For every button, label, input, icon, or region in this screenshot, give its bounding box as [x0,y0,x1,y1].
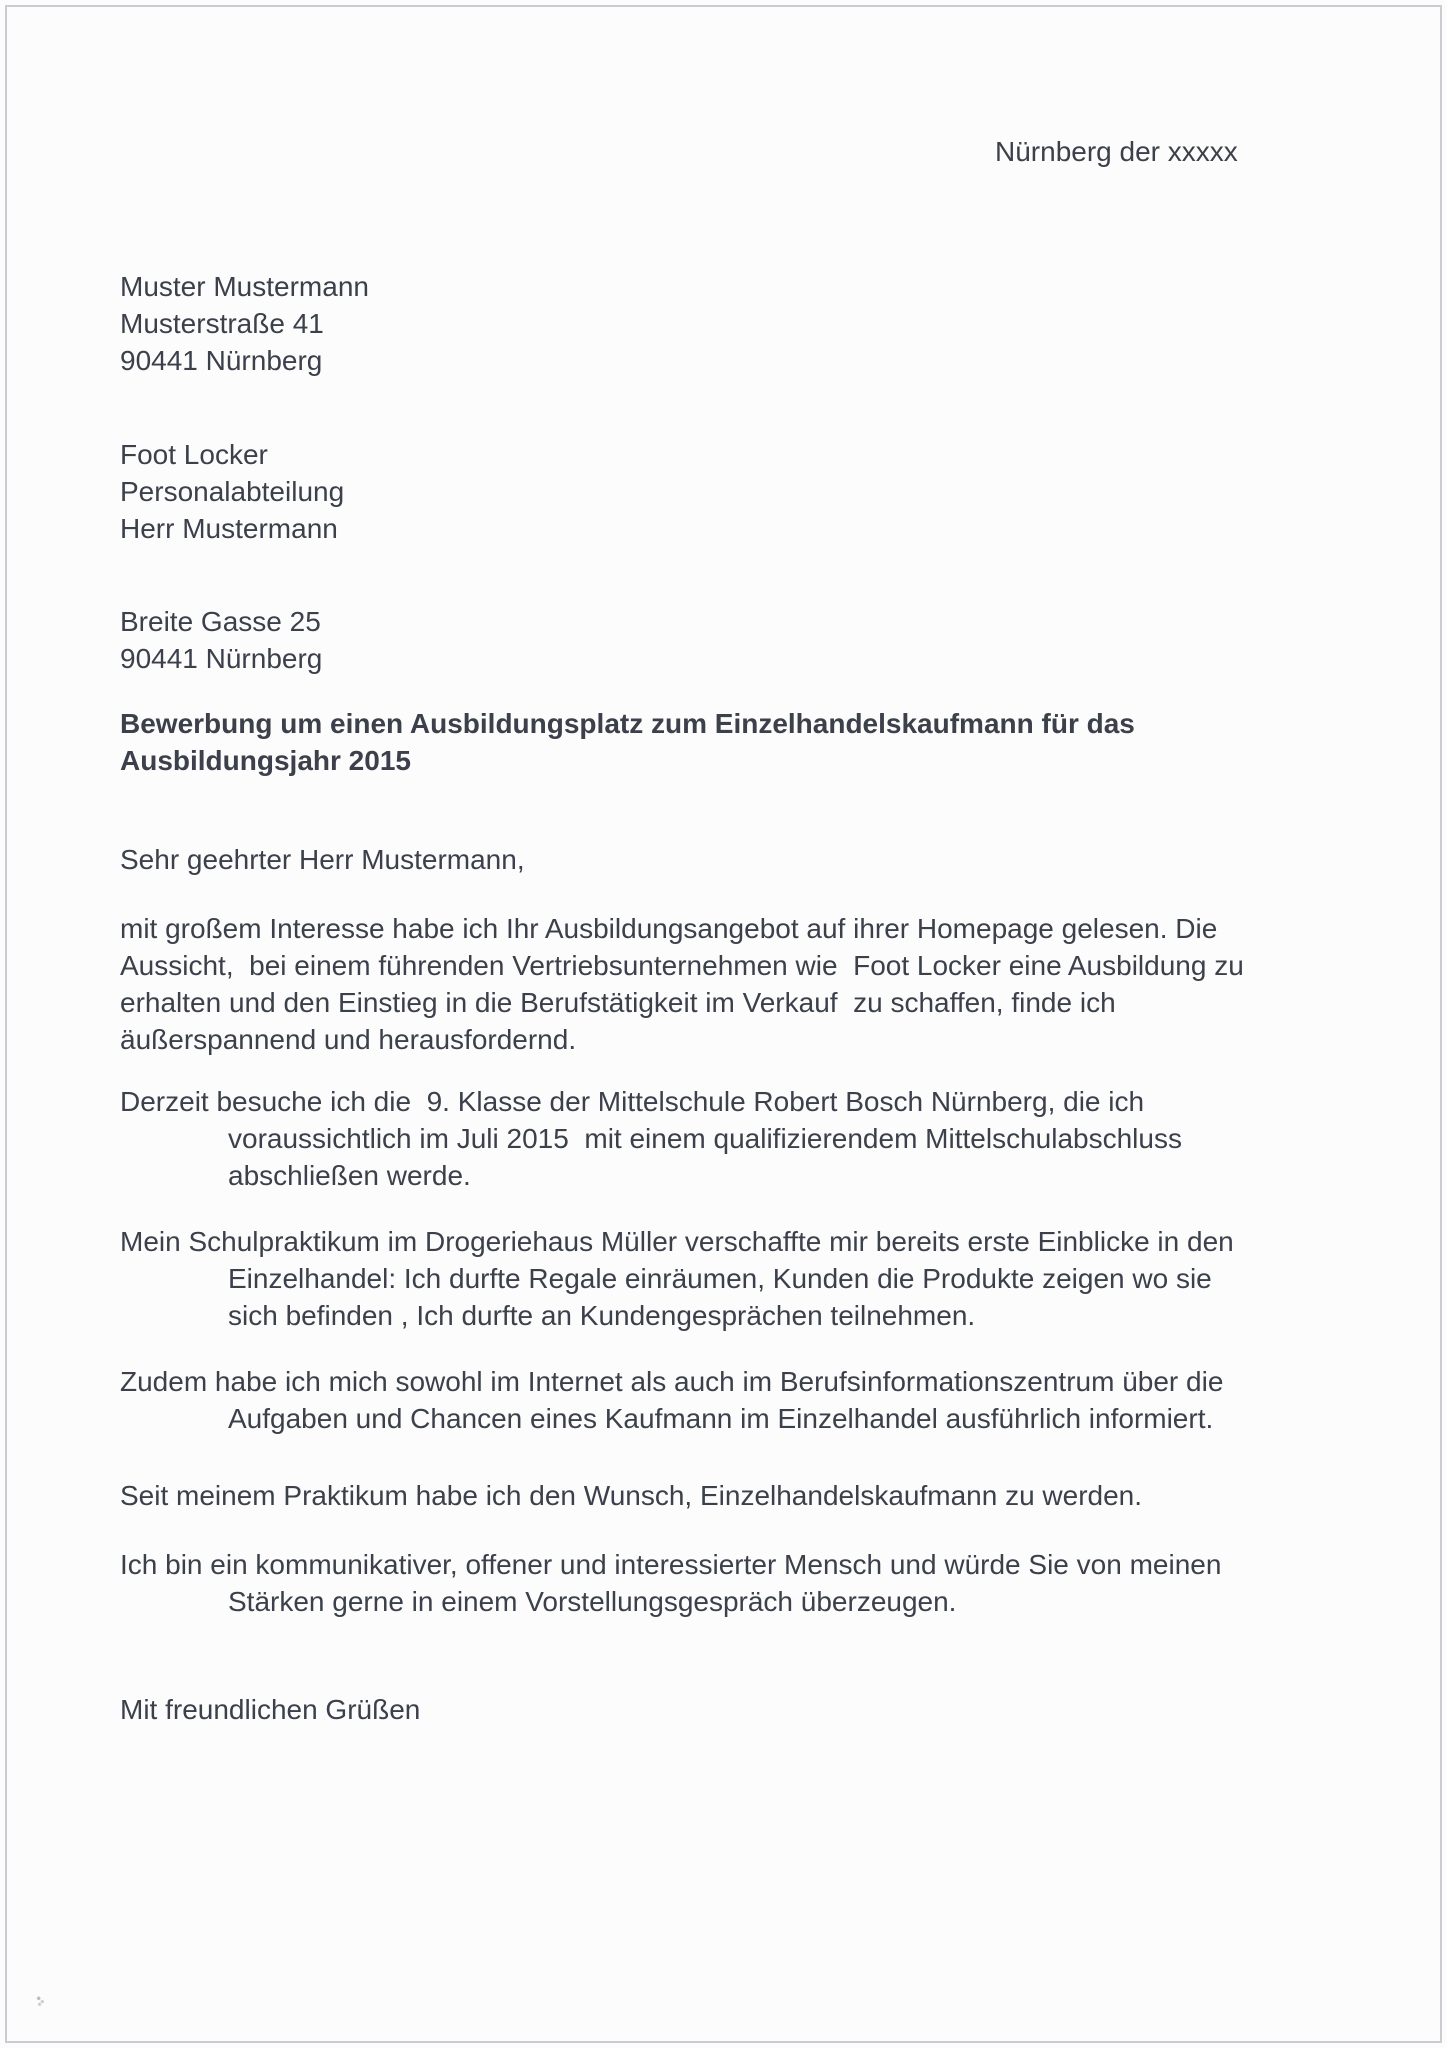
subject-line-1: Bewerbung um einen Ausbildungsplatz zum Einzelhandelskaufmann für das [120,708,1135,739]
recipient-street: Breite Gasse 25 [120,606,321,637]
sender-name: Muster Mustermann [120,271,369,302]
body-paragraph [120,1477,1332,1514]
paragraph-line: Einzelhandel: Ich durfte Regale einräumen, Kunden die Produkte zeigen wo sie [228,1263,1212,1294]
body-paragraph [120,1083,1332,1194]
recipient-block [120,436,1332,547]
scan-artifact [36,1995,45,2006]
recipient-city: 90441 Nürnberg [120,643,323,674]
paragraph-line: äußerspannend und herausfordernd. [120,1024,577,1055]
recipient-address-block [120,603,1332,677]
body-paragraph [120,1223,1332,1334]
date-line: Nürnberg der xxxxx [995,136,1238,167]
subject-line [120,705,1332,779]
paragraph-line: erhalten und den Einstieg in die Berufstätigkeit im Verkauf zu schaffen, finde ich [120,987,1116,1018]
paragraph-line: Aufgaben und Chancen eines Kaufmann im Einzelhandel ausführlich informiert. [228,1403,1214,1434]
paragraph-line: Stärken gerne in einem Vorstellungsgespräch überzeugen. [228,1586,957,1617]
sender-address-block [120,268,1332,379]
paragraph-line: Mein Schulpraktikum im Drogeriehaus Müller verschaffte mir bereits erste Einblicke in den [120,1226,1234,1257]
body-paragraph [120,910,1332,1058]
closing-salutation: Mit freundlichen Grüßen [120,1694,421,1725]
sender-street: Musterstraße 41 [120,308,324,339]
recipient-contact: Herr Mustermann [120,513,338,544]
recipient-department: Personalabteilung [120,476,345,507]
body-paragraph [120,1363,1332,1437]
paragraph-line: Zudem habe ich mich sowohl im Internet als auch im Berufsinformationszentrum über die [120,1366,1224,1397]
subject-line-2: Ausbildungsjahr 2015 [120,745,411,776]
body-paragraph [120,1546,1332,1620]
sender-city: 90441 Nürnberg [120,345,323,376]
salutation: Sehr geehrter Herr Mustermann, [120,844,525,875]
paragraph-line: Derzeit besuche ich die 9. Klasse der Mittelschule Robert Bosch Nürnberg, die ich [120,1086,1145,1117]
paragraph-line: mit großem Interesse habe ich Ihr Ausbildungsangebot auf ihrer Homepage gelesen. Die [120,913,1218,944]
paragraph-line: sich befinden , Ich durfte an Kundengesprächen teilnehmen. [228,1300,976,1331]
paragraph-line: voraussichtlich im Juli 2015 mit einem qualifizierendem Mittelschulabschluss [228,1123,1182,1154]
recipient-company: Foot Locker [120,439,268,470]
paragraph-line: Aussicht, bei einem führenden Vertriebsunternehmen wie Foot Locker eine Ausbildung zu [120,950,1244,981]
paragraph-line: Seit meinem Praktikum habe ich den Wunsch, Einzelhandelskaufmann zu werden. [120,1480,1143,1511]
paragraph-line: abschließen werde. [228,1160,471,1191]
paragraph-line: Ich bin ein kommunikativer, offener und interessierter Mensch und würde Sie von meinen [120,1549,1222,1580]
